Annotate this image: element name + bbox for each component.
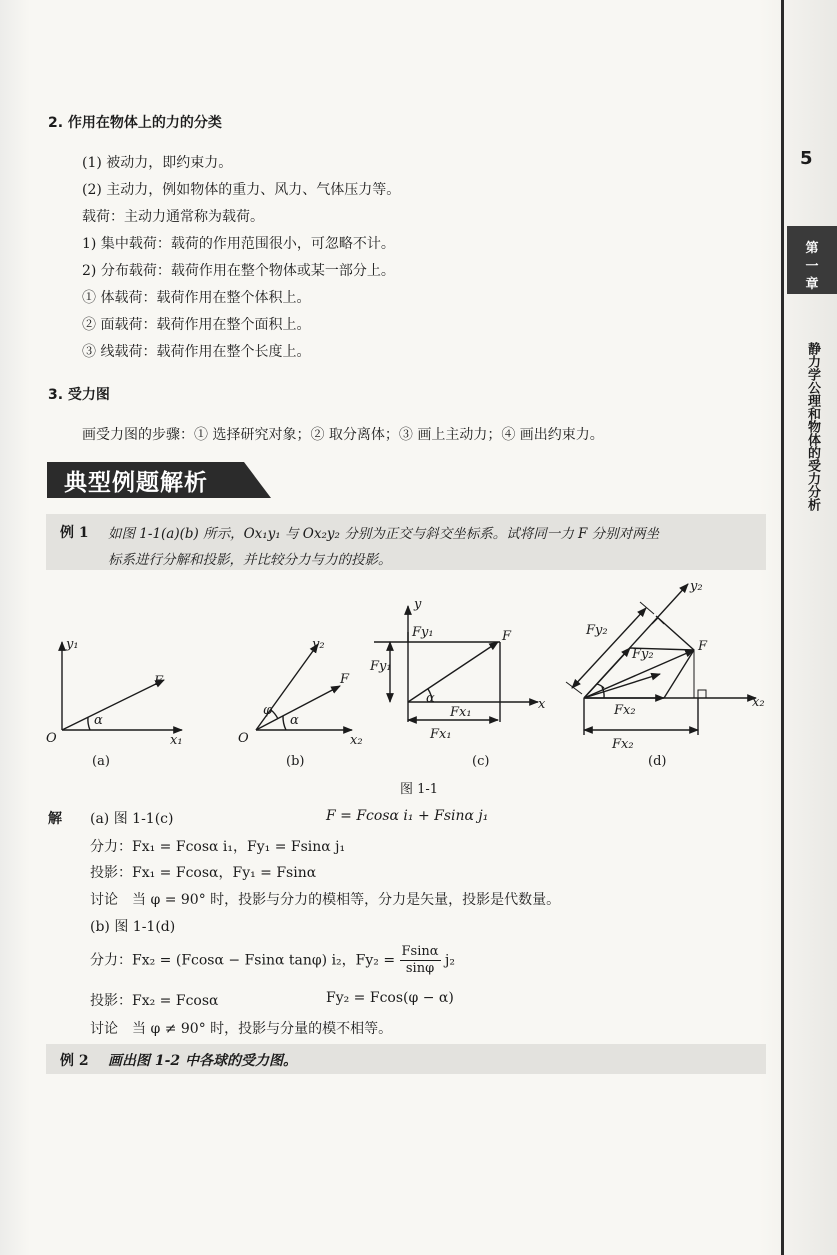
formula-part: 分力：Fx₂ = (Fcosα − Fsinα tanφ) i₂，Fy₂ = xyxy=(90,952,400,969)
solution-line: (b) 图 1-1(d) xyxy=(90,919,176,935)
axis-label: x xyxy=(538,697,546,712)
angle-label: α xyxy=(426,691,435,706)
axis-label: x₂ xyxy=(752,695,765,710)
axis-label: y xyxy=(414,597,422,612)
force-label: F xyxy=(502,629,512,644)
right-angle-mark xyxy=(698,690,706,698)
angle-label: φ xyxy=(263,703,273,718)
axis-label: y₁ xyxy=(66,637,79,652)
margin-rule xyxy=(781,0,784,1255)
component-label: Fx₂ xyxy=(614,703,636,718)
angle-arc xyxy=(88,717,90,730)
axis-label: x₂ xyxy=(350,733,363,748)
dimension-label: Fy₂ xyxy=(586,623,608,638)
solution-line: (a) 图 1-1(c) xyxy=(90,811,174,827)
solution-line: 投影：Fx₁ = Fcosα，Fy₁ = Fsinα xyxy=(90,865,317,881)
dimension-label: Fx₁ xyxy=(430,727,452,742)
origin-label: O xyxy=(238,731,249,746)
formula-part: j₂ xyxy=(445,952,455,969)
discussion-line: 讨论 当 φ = 90° 时，投影与分力的模相等，分力是矢量，投影是代数量。 xyxy=(90,892,561,908)
force-vector xyxy=(62,680,164,730)
text-line: ③ 线载荷：载荷作用在整个长度上。 xyxy=(82,344,311,360)
force-vector xyxy=(408,642,498,702)
chapter-tab-char: 章 xyxy=(805,277,819,292)
force-label: F xyxy=(154,674,164,689)
section-heading: 2. 作用在物体上的力的分类 xyxy=(48,115,222,131)
text-line: 2) 分布载荷：载荷作用在整个物体或某一部分上。 xyxy=(82,263,395,279)
fraction xyxy=(400,944,441,977)
fraction-numerator: Fsinα xyxy=(401,944,439,959)
chapter-title: 静力学公理和物体的受力分析 xyxy=(805,342,820,511)
example-label: 例 1 xyxy=(60,525,89,541)
angle-arc xyxy=(283,716,286,730)
subfigure-label: (b) xyxy=(286,754,305,769)
page-number: 5 xyxy=(800,148,813,169)
component-label: Fy₁ xyxy=(412,625,434,640)
solution-line: 分力：Fx₁ = Fcosα i₁，Fy₁ = Fsinα j₁ xyxy=(90,839,346,855)
formula: F = Fcosα i₁ + Fsinα j₁ xyxy=(326,808,489,824)
solution-line: 投影：Fx₂ = Fcosα xyxy=(90,993,219,1009)
angle-arc xyxy=(597,684,604,688)
discussion-line: 讨论 当 φ ≠ 90° 时，投影与分量的模不相等。 xyxy=(90,1021,393,1037)
text-line: ① 体载荷：载荷作用在整个体积上。 xyxy=(82,290,311,306)
chapter-tab xyxy=(787,226,837,294)
angle-label: α xyxy=(290,713,299,728)
section-heading: 3. 受力图 xyxy=(48,387,110,403)
banner-title: 典型例题解析 xyxy=(64,470,208,496)
axis-label: y₂ xyxy=(690,579,703,594)
example-text: 标系进行分解和投影，并比较分力与力的投影。 xyxy=(108,552,392,568)
chapter-tab-char: 一 xyxy=(805,259,819,274)
text-line: (1) 被动力，即约束力。 xyxy=(82,155,233,171)
force-label: F xyxy=(340,672,350,687)
solution-label: 解 xyxy=(48,811,62,827)
chapter-tab-char: 第 xyxy=(805,241,819,256)
origin-label: O xyxy=(46,731,57,746)
subfigure-label: (c) xyxy=(472,754,490,769)
force-label: F xyxy=(698,639,708,654)
example-text: 画出图 1-2 中各球的受力图。 xyxy=(108,1053,298,1069)
guide-line xyxy=(566,682,582,694)
solution-line xyxy=(90,944,455,977)
axis-label: y₂ xyxy=(312,637,325,652)
subfigure-label: (d) xyxy=(648,754,667,769)
example-label: 例 2 xyxy=(60,1053,89,1069)
example-text: 如图 1-1(a)(b) 所示，Ox₁y₁ 与 Ox₂y₂ 分别为正交与斜交坐标系。试将同一力 F 分别对两坐 xyxy=(108,526,660,542)
dimension-label: Fy₁ xyxy=(370,659,392,674)
solution-line: Fy₂ = Fcos(φ − α) xyxy=(326,990,454,1006)
figure-caption: 图 1-1 xyxy=(400,782,439,797)
text-line: 画受力图的步骤：① 选择研究对象；② 取分离体；③ 画上主动力；④ 画出约束力。 xyxy=(82,427,604,443)
fraction-denominator: sinφ xyxy=(405,961,435,976)
text-line: (2) 主动力，例如物体的重力、风力、气体压力等。 xyxy=(82,182,401,198)
figure-1-1 xyxy=(0,570,780,775)
axis-label: x₁ xyxy=(170,733,183,748)
component-label: Fx₁ xyxy=(450,705,472,720)
text-line: 载荷：主动力通常称为载荷。 xyxy=(82,209,264,225)
dimension-label: Fx₂ xyxy=(612,737,634,752)
component-label: Fy₂ xyxy=(632,647,654,662)
subfigure-label: (a) xyxy=(92,754,110,769)
text-line: 1) 集中载荷：载荷的作用范围很小，可忽略不计。 xyxy=(82,236,395,252)
angle-label: α xyxy=(94,713,103,728)
text-line: ② 面载荷：载荷作用在整个面积上。 xyxy=(82,317,311,333)
